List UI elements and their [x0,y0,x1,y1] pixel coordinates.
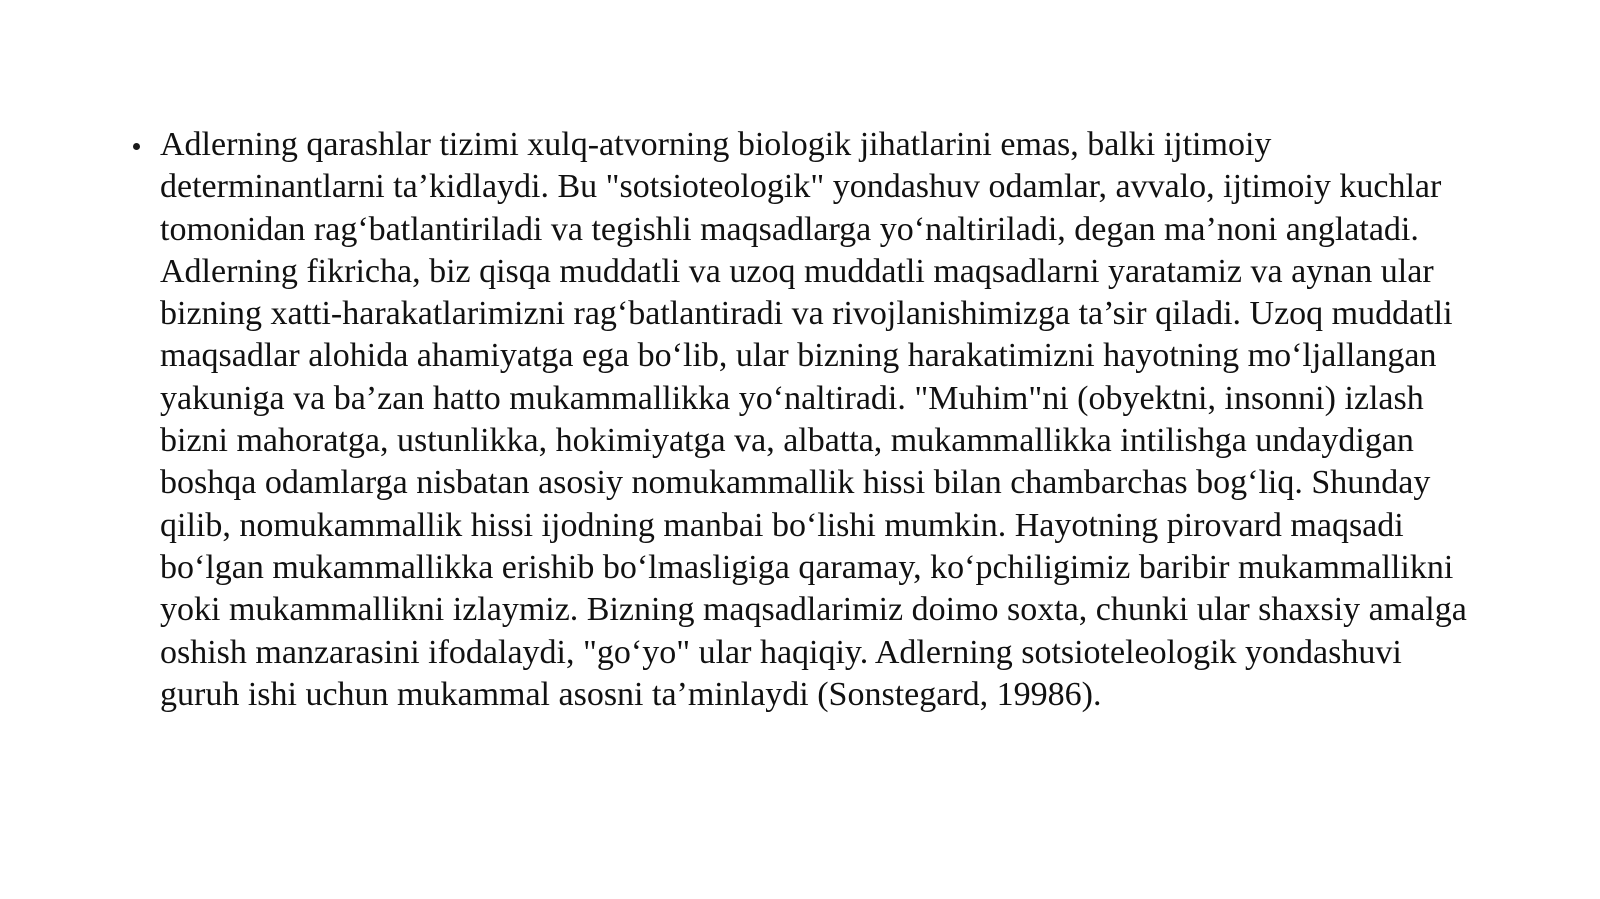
bullet-item [118,124,1478,716]
bullet-list [118,124,1478,716]
bullet-text: Adlerning qarashlar tizimi xulq-atvorning biologik jihatlarini emas, balki ijtimoiy determinantlarni ta’kidlaydi. Bu "sotsioteologik" yondashuv odamlar, avvalo, ijtimoiy kuchlar tomonidan rag‘batlantiriladi va tegishli maqsadlarga yo‘naltiriladi, degan ma’noni anglatadi. Adlerning fikricha, biz qisqa muddatli va uzoq muddatli maqsadlarni yaratamiz va aynan ular bizning xatti-harakatlarimizni rag‘batlantiradi va rivojlanishimizga ta’sir qiladi. Uzoq muddatli maqsadlar alohida ahamiyatga ega bo‘lib, ular bizning harakatimizni hayotning mo‘ljallangan yakuniga va ba’zan hatto mukammallikka yo‘naltiradi. "Muhim"ni (obyektni, insonni) izlash bizni mahoratga, ustunlikka, hokimiyatga va, albatta, mukammallikka intilishga undaydigan boshqa odamlarga nisbatan asosiy nomukammallik hissi bilan chambarchas bog‘liq. Shunday qilib, nomukammallik hissi ijodning manbai bo‘lishi mumkin. Hayotning pirovard maqsadi bo‘lgan mukammallikka erishib bo‘lmasligiga qaramay, ko‘pchiligimiz baribir mukammallikni yoki mukammallikni izlaymiz. Bizning maqsadlarimiz doimo soxta, chunki ular shaxsiy amalga oshish manzarasini ifodalaydi, "go‘yo" ular haqiqiy. Adlerning sotsioteleologik yondashuvi guruh ishi uchun mukammal asosni ta’minlaydi (Sonstegard, 19986). [160,126,1467,713]
bullet-dot-icon [133,143,140,150]
